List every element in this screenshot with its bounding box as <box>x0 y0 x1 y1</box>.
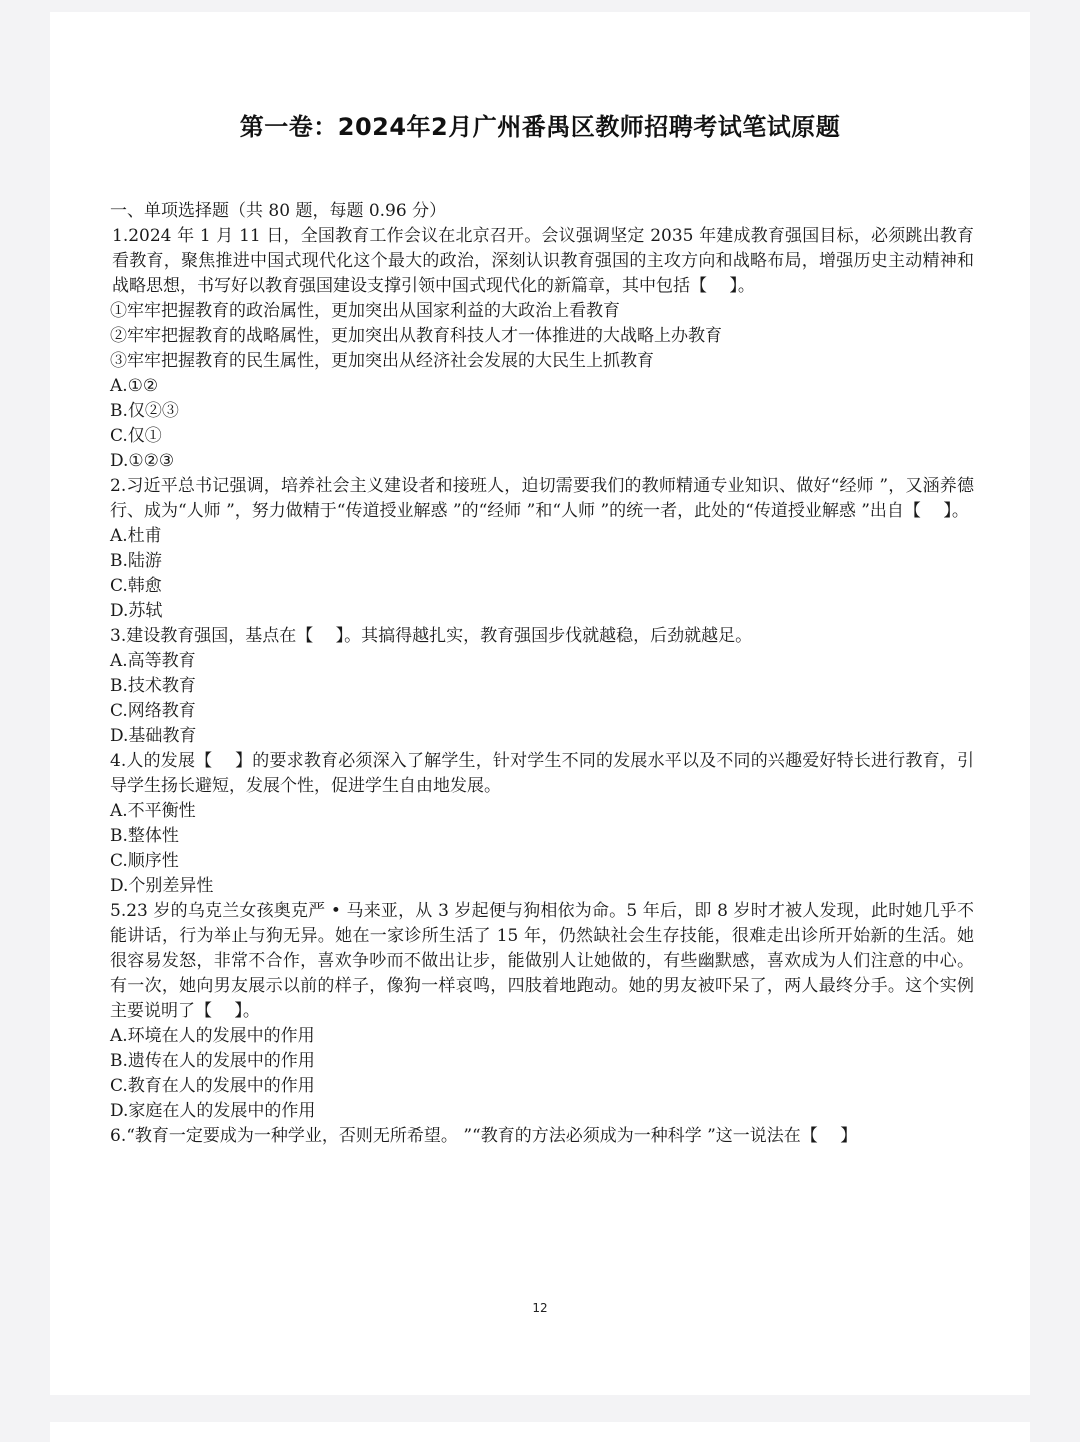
question-2-option-b: B.陆游 <box>110 551 162 571</box>
question-3-stem: 3.建设教育强国，基点在【 】。其搞得越扎实，教育强国步伐就越稳，后劲就越足。 <box>110 626 753 646</box>
question-1-item-2: ②牢牢把握教育的战略属性，更加突出从教育科技人才一体推进的大战略上办教育 <box>110 326 722 346</box>
question-2-option-d: D.苏轼 <box>110 601 163 621</box>
next-page-edge <box>50 1422 1030 1442</box>
question-5-option-d: D.家庭在人的发展中的作用 <box>110 1101 316 1121</box>
question-1-item-3: ③牢牢把握教育的民生属性，更加突出从经济社会发展的大民生上抓教育 <box>110 351 654 371</box>
question-4-option-d: D.个别差异性 <box>110 876 214 896</box>
question-4-stem: 4.人的发展【 】的要求教育必须深入了解学生，针对学生不同的发展水平以及不同的兴趣爱好特长进行教育，引导学生扬长避短，发展个性，促进学生自由地发展。 <box>110 751 974 796</box>
page-title: 第一卷：2024年2月广州番禺区教师招聘考试笔试原题 <box>239 113 841 141</box>
question-5-stem: 5.23 岁的乌克兰女孩奥克严 • 马来亚，从 3 岁起便与狗相依为命。5 年后，即 8 岁时才被人发现，此时她几乎不能讲话，行为举止与狗无异。她在一家诊所生活了 15 年，仍然缺社会生存技能，很难走出诊所开始新的生活。她很容易发怒，非常不合作，喜欢争吵而不做出让步，能做别人让她做的，有些幽默感，喜欢成为人们注意的中心。有一次，她向男友展示以前的样子，像狗一样哀鸣，四肢着地跑动。她的男友被吓呆了，两人最终分手。这个实例主要说明了【 】。 <box>110 901 974 1021</box>
question-1-option-a: A.①② <box>110 376 159 396</box>
document-page <box>50 12 1030 1395</box>
question-1-item-1: ①牢牢把握教育的政治属性，更加突出从国家利益的大政治上看教育 <box>110 301 620 321</box>
question-5-option-a: A.环境在人的发展中的作用 <box>110 1026 315 1046</box>
question-4-option-a: A.不平衡性 <box>110 801 196 821</box>
question-5-option-c: C.教育在人的发展中的作用 <box>110 1076 315 1096</box>
question-1-stem: 1.2024 年 1 月 11 日，全国教育工作会议在北京召开。会议强调坚定 2035 年建成教育强国目标，必须跳出教育看教育，聚焦推进中国式现代化这个最大的政治，深刻认识教育强国的主攻方向和战略布局，增强历史主动精神和战略思想，书写好以教育强国建设支撑引领中国式现代化的新篇章，其中包括【 】。 <box>112 226 974 296</box>
question-6-stem: 6.“教育一定要成为一种学业，否则无所希望。 ”“教育的方法必须成为一种科学 ”这一说法在【 】 <box>110 1126 858 1146</box>
question-3-option-b: B.技术教育 <box>110 676 196 696</box>
question-1-option-b: B.仅②③ <box>110 401 179 421</box>
question-1-option-c: C.仅① <box>110 426 162 446</box>
page-number: 12 <box>532 1301 548 1315</box>
question-2-option-c: C.韩愈 <box>110 576 162 596</box>
question-3-option-a: A.高等教育 <box>110 651 196 671</box>
question-1-option-d: D.①②③ <box>110 451 175 471</box>
question-3-option-c: C.网络教育 <box>110 701 196 721</box>
question-2-stem: 2.习近平总书记强调，培养社会主义建设者和接班人，迫切需要我们的教师精通专业知识、做好“经师 ”，又涵养德行、成为“人师 ”，努力做精于“传道授业解惑 ”的“经师 ”和“人师 ”的统一者，此处的“传道授业解惑 ”出自【 】。 <box>110 476 974 521</box>
question-4-option-b: B.整体性 <box>110 826 179 846</box>
question-5-option-b: B.遗传在人的发展中的作用 <box>110 1051 315 1071</box>
question-2-option-a: A.杜甫 <box>110 526 162 546</box>
question-3-option-d: D.基础教育 <box>110 726 197 746</box>
section-heading: 一、单项选择题（共 80 题，每题 0.96 分） <box>110 201 447 221</box>
question-4-option-c: C.顺序性 <box>110 851 179 871</box>
exam-content <box>110 199 974 1149</box>
